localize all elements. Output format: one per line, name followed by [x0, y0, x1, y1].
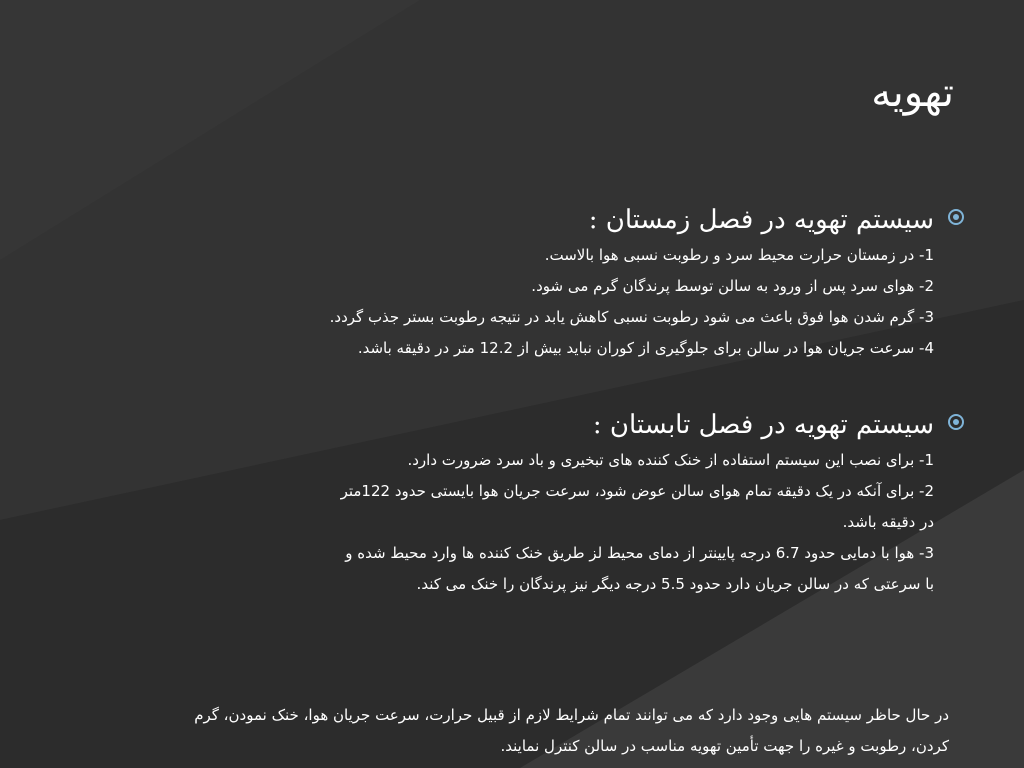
summer-line-3: در دقیقه باشد. — [842, 513, 934, 531]
summer-line-5: با سرعتی که در سالن جریان دارد حدود 5.5 درجه دیگر نیز پرندگان را خنک می کند. — [416, 575, 934, 593]
summer-section — [341, 405, 934, 600]
winter-section — [330, 200, 934, 364]
winter-line-4: 4- سرعت جریان هوا در سالن برای جلوگیری از کوران نباید بیش از 12.2 متر در دقیقه باشد. — [357, 339, 934, 357]
winter-heading — [330, 200, 934, 240]
circle-bullet-icon — [948, 209, 964, 225]
summer-heading — [341, 405, 934, 445]
summer-line-2: 2- برای آنکه در یک دقیقه تمام هوای سالن عوض شود، سرعت جریان هوا بایستی حدود 122متر — [340, 482, 934, 500]
winter-line-3: 3- گرم شدن هوا فوق باعث می شود رطوبت نسبی کاهش یابد در نتیجه رطوبت بستر جذب گردد. — [329, 308, 934, 326]
circle-bullet-icon — [948, 414, 964, 430]
slide-title: تهویه — [871, 70, 954, 116]
winter-heading-text: سیستم تهویه در فصل زمستان : — [588, 205, 934, 235]
summer-heading-text: سیستم تهویه در فصل تابستان : — [592, 410, 934, 440]
winter-line-2: 2- هوای سرد پس از ورود به سالن توسط پرندگان گرم می شود. — [531, 277, 934, 295]
closing-paragraph — [69, 700, 949, 762]
summer-line-1: 1- برای نصب این سیستم استفاده از خنک کننده های تبخیری و باد سرد ضرورت دارد. — [407, 451, 934, 469]
closing-line-2: کردن، رطوبت و غیره را جهت تأمین تهویه مناسب در سالن کنترل نمایند. — [500, 737, 949, 755]
winter-line-1: 1- در زمستان حرارت محیط سرد و رطوبت نسبی هوا بالاست. — [544, 246, 934, 264]
summer-line-4: 3- هوا با دمایی حدود 6.7 درجه پایینتر از دمای محیط لز طریق خنک کننده ها وارد محیط شده و — [345, 544, 934, 562]
closing-line-1: در حال حاظر سیستم هایی وجود دارد که می توانند تمام شرایط لازم از قبیل حرارت، سرعت جریان هوا، خنک نمودن، گرم — [194, 706, 949, 724]
